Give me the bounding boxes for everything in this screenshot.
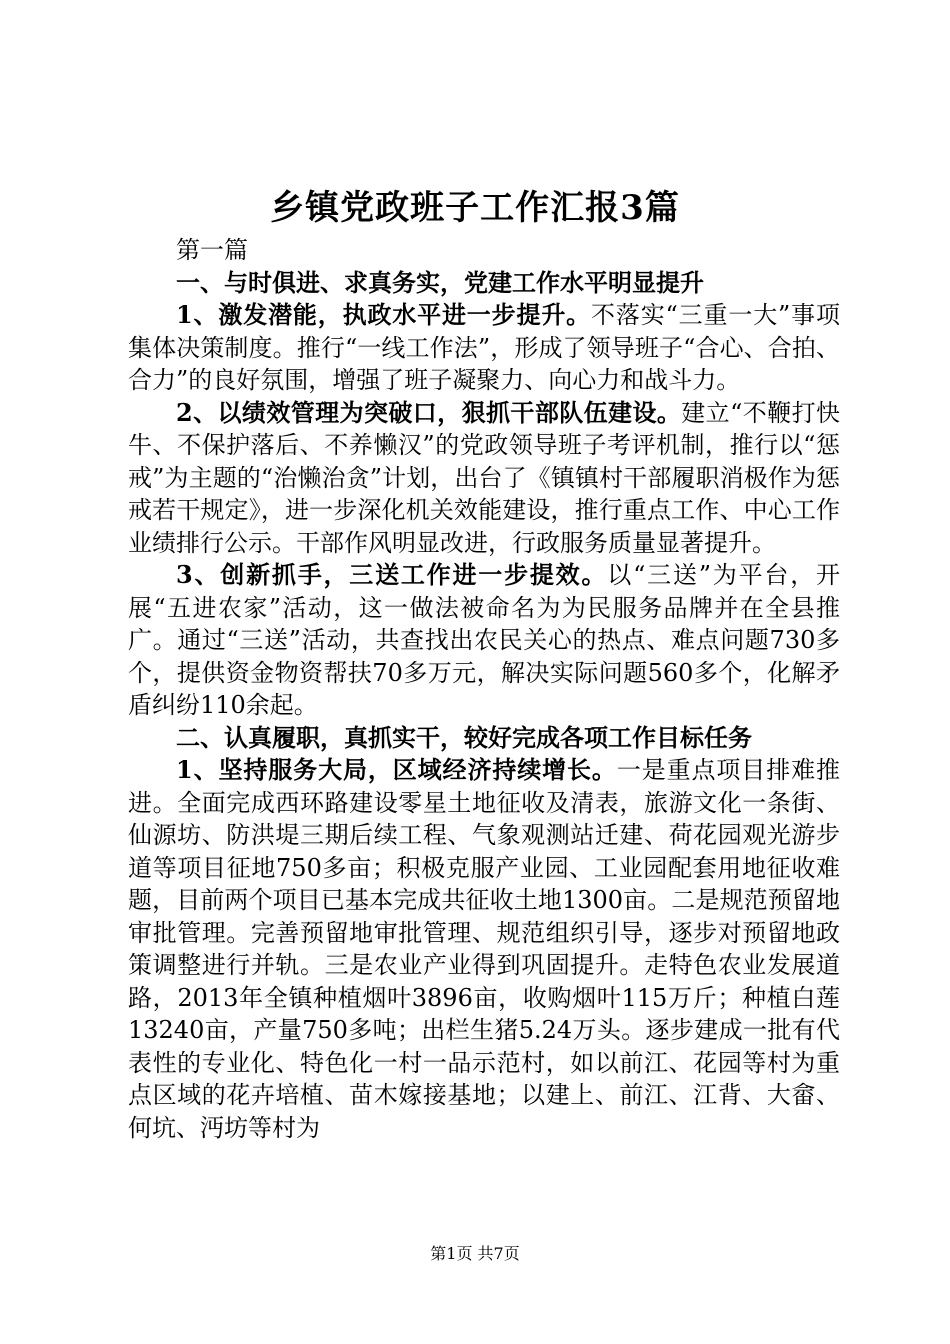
paragraph-3 (128, 559, 840, 722)
paragraph-2 (128, 397, 840, 560)
paragraph-3-text: 以“三送”为平台，开展“五进农家”活动，这一做法被命名为为民服务品牌并在全县推广。通过“三送”活动，共查找出农民关心的热点、难点问题730多个，提供资金物资帮扶70多万元，解决实际问题560多个，化解矛盾纠纷110余起。 (128, 561, 840, 719)
paragraph-2-text: 建立“不鞭打快牛、不保护落后、不养懒汉”的党政领导班子考评机制，推行以“惩戒”为主题的“治懒治贪”计划，出台了《镇镇村干部履职消极作为惩戒若干规定》，进一步深化机关效能建设，推行重点工作、中心工作业绩排行公示。干部作风明显改进，行政服务质量显著提升。 (128, 398, 840, 557)
paragraph-1-text: 不落实“三重一大”事项集体决策制度。推行“一线工作法”，形成了领导班子“合心、合拍、合力”的良好氛围，增强了班子凝聚力、向心力和战斗力。 (128, 301, 840, 394)
page-footer: 第1页 共7页 (430, 1244, 520, 1263)
paragraph-2-lead: 2、以绩效管理为突破口，狠抓干部队伍建设。 (176, 397, 682, 427)
heading-1: 一、与时俱进、求真务实，党建工作水平明显提升 (176, 267, 704, 297)
paragraph-4-lead: 1、坚持服务大局，区域经济持续增长。 (176, 755, 617, 784)
heading-2: 二、认真履职，真抓实干，较好完成各项工作目标任务 (176, 722, 752, 752)
paragraph-1-lead: 1、激发潜能，执政水平进一步提升。 (176, 300, 592, 329)
paragraph-1 (128, 299, 840, 397)
section-label: 第一篇 (176, 236, 248, 264)
paragraph-3-lead: 3、创新抓手，三送工作进一步提效。 (176, 560, 608, 589)
document-title: 乡镇党政班子工作汇报3篇 (270, 188, 680, 228)
document-body (128, 234, 840, 1144)
paragraph-4 (128, 754, 840, 1144)
paragraph-4-text: 一是重点项目排难推进。全面完成西环路建设零星土地征收及清表，旅游文化一条街、仙源坊、防洪堤三期后续工程、气象观测站迁建、荷花园观光游步道等项目征地750多亩；积极克服产业园、工业园配套用地征收难题，目前两个项目已基本完成共征收土地1300亩。二是规范预留地审批管理。完善预留地审批管理、规范组织引导，逐步对预留地政策调整进行并轨。三是农业产业得到巩固提升。走特色农业发展道路，2013年全镇种植烟叶3896亩，收购烟叶115万斤；种植白莲13240亩，产量750多吨；出栏生猪5.24万头。逐步建成一批有代表性的专业化、特色化一村一品示范村，如以前江、花园等村为重点区域的花卉培植、苗木嫁接基地；以建上、前江、江背、大畲、何坑、沔坊等村为 (128, 756, 840, 1142)
